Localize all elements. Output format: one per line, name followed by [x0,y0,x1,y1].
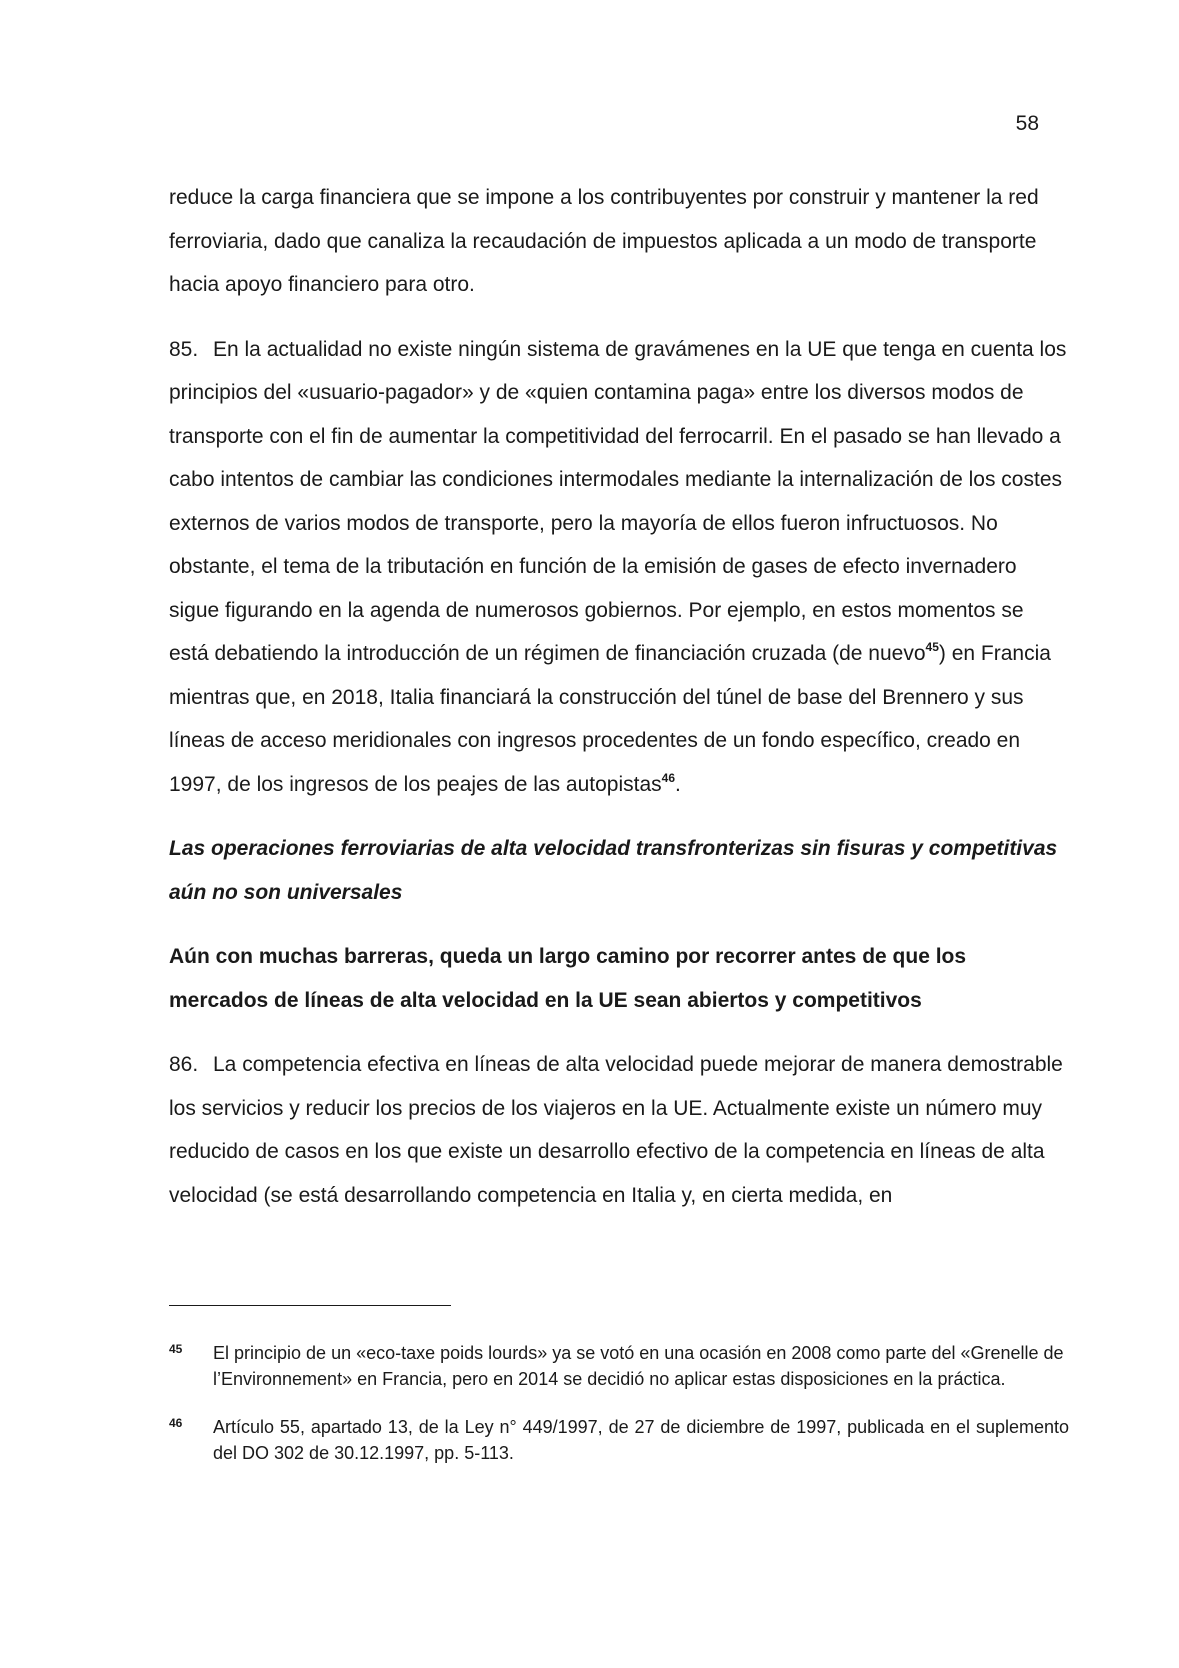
footnote-ref-46[interactable]: 46 [661,770,676,785]
footnote-45 [169,1340,1069,1392]
footnote-number: 45 [169,1342,183,1356]
paragraph-number: 85. [169,337,199,361]
footnote-number: 46 [169,1416,183,1430]
footnote-text: Artículo 55, apartado 13, de la Ley n° 449/1997, de 27 de diciembre de 1997, publicada en el suplemento del DO 302 de 30.12.1997, pp. 5-113. [213,1417,1069,1463]
section-heading-bold: Aún con muchas barreras, queda un largo camino por recorrer antes de que los mercados de líneas de alta velocidad en la UE sean abiertos y competitivos [169,945,967,1012]
footnote-ref-45[interactable]: 45 [925,640,939,654]
footnote-46 [169,1414,1069,1466]
paragraph-text: En la actualidad no existe ningún sistema de gravámenes en la UE que tenga en cuenta los principios del «usuario-pagador» y de «quien contamina paga» entre los diversos modos de transporte con el fin de aumentar la competitividad del ferrocarril. En el pasado se han llevado a cabo intentos de cambiar las condiciones intermodales mediante la internalización de los costes externos de varios modos de transporte, pero la mayoría de ellos fueron infructuosos. No obstante, el tema de la tributación en función de la emisión de gases de efecto invernadero sigue figurando en la agenda de numerosos gobiernos. Por ejemplo, en estos momentos se está debatiendo la introducción de un régimen de financiación cruzada (de nuevo [169,337,1067,665]
footnotes [169,1340,1069,1488]
paragraph-85 [169,328,1069,807]
paragraph-intro: reduce la carga financiera que se impone a los contribuyentes por construir y mantener la red ferroviaria, dado que canaliza la recaudación de impuestos aplicada a un modo de transporte hacia apoyo financiero para otro. [169,186,1039,296]
paragraph-86 [169,1043,1069,1217]
section-heading-italic: Las operaciones ferroviarias de alta velocidad transfronterizas sin fisuras y competitivas aún no son universales [169,837,1058,904]
page-number: 58 [1015,112,1039,135]
footnote-text: El principio de un «eco-taxe poids lourds» ya se votó en una ocasión en 2008 como parte del «Grenelle de l’Environnement» en Francia, pero en 2014 se decidió no aplicar estas disposiciones en la práctica. [213,1343,1064,1389]
footnote-separator [169,1305,451,1306]
paragraph-number: 86. [169,1053,199,1076]
paragraph-text: La competencia efectiva en líneas de alta velocidad puede mejorar de manera demostrable los servicios y reducir los precios de los viajeros en la UE. Actualmente existe un número muy reducido de casos en los que existe un desarrollo efectivo de la competencia en líneas de alta velocidad (se está desarrollando competencia en Italia y, en cierta medida, en [169,1053,1063,1207]
body-text [169,176,1069,1238]
paragraph-text: ) en Francia mientras que, en 2018, Italia financiará la construcción del túnel de base del Brennero y sus líneas de acceso meridionales con ingresos procedentes de un fondo específico, creado en 1997, de los ingresos de los peajes de las autopistas [169,642,1051,796]
paragraph-text: . [675,772,681,796]
